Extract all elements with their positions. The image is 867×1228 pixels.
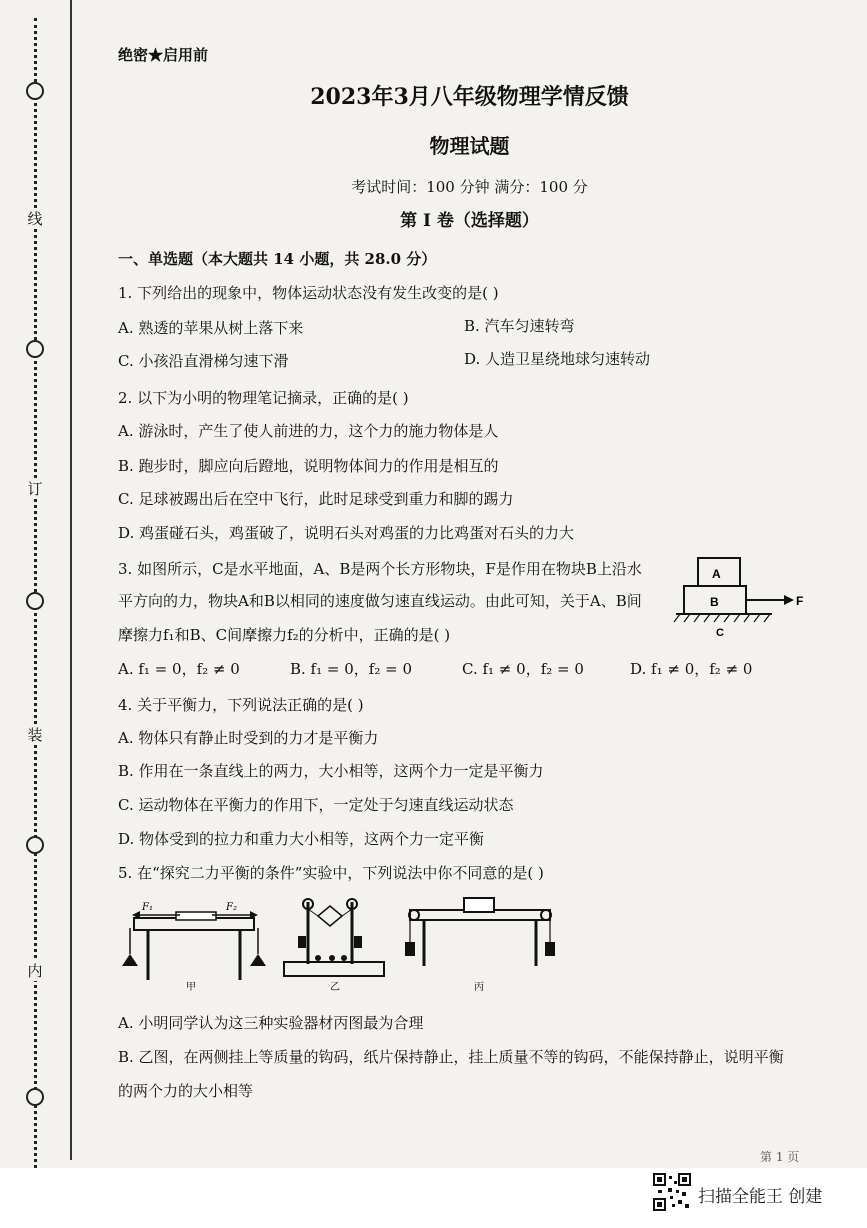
- ring-marker: [26, 1088, 44, 1106]
- q3-option-a: A. f₁ = 0，f₂ ≠ 0: [118, 660, 240, 678]
- q3-block-diagram: [672, 552, 812, 642]
- label-f2: F₂: [226, 902, 237, 913]
- page-subtitle: 物理试题: [429, 134, 510, 158]
- binding-margin: [22, 18, 52, 1168]
- q3-stem-line2: 平方向的力，物块A和B以相同的速度做匀速直线运动。由此可知，关于A、B间: [118, 592, 642, 610]
- exam-info: 考试时间：100 分钟 满分：100 分: [351, 178, 588, 196]
- label-yi: 乙: [330, 982, 340, 993]
- q4-option-c: C. 运动物体在平衡力的作用下，一定处于匀速直线运动状态: [118, 796, 514, 814]
- ground-hatching: [674, 614, 770, 622]
- q2-option-c: C. 足球被踢出后在空中飞行，此时足球受到重力和脚的踢力: [118, 490, 514, 508]
- q2-option-b: B. 跑步时，脚应向后蹬地，说明物体间力的作用是相互的: [118, 457, 499, 475]
- label-b: B: [710, 595, 719, 609]
- margin-label-zhuang: 装: [24, 724, 46, 745]
- q1-stem: 1. 下列给出的现象中，物体运动状态没有发生改变的是( ): [118, 284, 499, 302]
- q4-stem: 4. 关于平衡力，下列说法正确的是( ): [118, 696, 364, 714]
- q2-stem: 2. 以下为小明的物理笔记摘录，正确的是( ): [118, 389, 409, 407]
- q5-apparatus-figures: [118, 888, 578, 993]
- scanner-watermark-text: 扫描全能王 创建: [698, 1187, 823, 1207]
- label-a: A: [712, 567, 721, 581]
- q3-option-c: C. f₁ ≠ 0，f₂ = 0: [462, 660, 584, 678]
- q3-stem-line3: 摩擦力f₁和B、C间摩擦力f₂的分析中，正确的是( ): [118, 626, 451, 644]
- q3-option-d: D. f₁ ≠ 0，f₂ ≠ 0: [630, 660, 753, 678]
- ring-marker: [26, 340, 44, 358]
- margin-label-nei: 内: [24, 960, 46, 981]
- ring-marker: [26, 592, 44, 610]
- qr-code-icon: [652, 1172, 692, 1212]
- label-c: C: [716, 627, 724, 639]
- volume-heading: 第 I 卷（选择题）: [400, 211, 539, 231]
- q1-option-a: A. 熟透的苹果从树上落下来: [118, 319, 304, 337]
- apparatus-yi: [284, 899, 384, 976]
- force-arrowhead: [784, 595, 794, 605]
- q4-option-b: B. 作用在一条直线上的两力，大小相等，这两个力一定是平衡力: [118, 762, 544, 780]
- q3-option-b: B. f₁ = 0，f₂ = 0: [290, 660, 412, 678]
- q3-stem-line1: 3. 如图所示，C是水平地面，A、B是两个长方形物块，F是作用在物块B上沿水: [118, 560, 642, 578]
- q4-option-a: A. 物体只有静止时受到的力才是平衡力: [118, 729, 379, 747]
- page-number: 第 1 页: [760, 1150, 800, 1164]
- section-heading: 一、单选题（本大题共 14 小题，共 28.0 分）: [118, 250, 437, 268]
- q1-option-c: C. 小孩沿直滑梯匀速下滑: [118, 352, 289, 370]
- margin-rule: [70, 0, 72, 1160]
- q5-option-a: A. 小明同学认为这三种实验器材丙图最为合理: [118, 1014, 424, 1032]
- q5-stem: 5. 在“探究二力平衡的条件”实验中，下列说法中你不同意的是( ): [118, 864, 544, 882]
- label-jia: 甲: [186, 982, 196, 993]
- q1-option-d: D. 人造卫星绕地球匀速转动: [464, 350, 651, 368]
- q2-option-a: A. 游泳时，产生了使人前进的力，这个力的施力物体是人: [118, 422, 499, 440]
- q2-option-d: D. 鸡蛋碰石头，鸡蛋破了，说明石头对鸡蛋的力比鸡蛋对石头的力大: [118, 524, 575, 542]
- page-title: 2023年3月八年级物理学情反馈: [310, 84, 629, 110]
- label-f: F: [796, 594, 804, 608]
- ring-marker: [26, 836, 44, 854]
- margin-label-xian: 线: [24, 208, 46, 229]
- apparatus-jia: [122, 911, 266, 980]
- q1-option-b: B. 汽车匀速转弯: [464, 317, 575, 335]
- ring-marker: [26, 82, 44, 100]
- secret-label: 绝密★启用前: [118, 46, 209, 64]
- label-bing: 丙: [474, 982, 484, 993]
- q5-option-b-line2: 的两个力的大小相等: [118, 1082, 254, 1100]
- label-f1: F₁: [142, 902, 153, 913]
- apparatus-bing: [405, 898, 555, 966]
- margin-label-ding: 订: [24, 478, 46, 499]
- q5-option-b-line1: B. 乙图，在两侧挂上等质量的钩码，纸片保持静止，挂上质量不等的钩码，不能保持静止，说明平衡: [118, 1048, 784, 1066]
- q4-option-d: D. 物体受到的拉力和重力大小相等，这两个力一定平衡: [118, 830, 485, 848]
